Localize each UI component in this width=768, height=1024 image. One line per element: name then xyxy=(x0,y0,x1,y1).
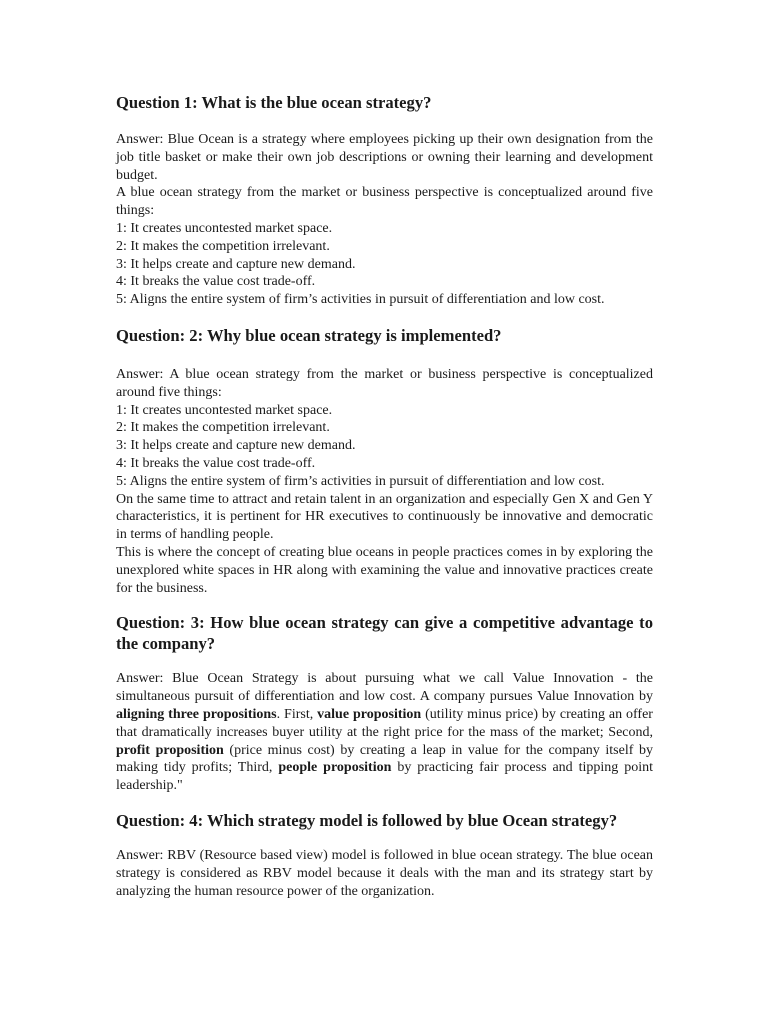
question-1-answer-paragraph: Answer: Blue Ocean is a strategy where employees picking up their own designation from the job title basket or make their own job descriptions or owning their learning and development budget. xyxy=(116,132,653,183)
question-3-answer-paragraph xyxy=(116,670,653,795)
question-3-bold-term: people proposition xyxy=(278,760,392,776)
question-2-list-item: 1: It creates uncontested market space. xyxy=(116,402,333,418)
question-3-bold-term: profit proposition xyxy=(116,742,224,758)
question-2-list-item: 2: It makes the competition irrelevant. xyxy=(116,420,330,436)
question-1-list-item: 4: It breaks the value cost trade-off. xyxy=(116,274,316,290)
question-3-text-segment: (utility minus price) by creating an offer that dramatically increases buyer utility at the right price for the mass of the market; Second, xyxy=(116,706,653,740)
question-3-text-segment: by practicing fair process and tipping point leadership." xyxy=(116,760,653,794)
question-2-answer-paragraph: Answer: A blue ocean strategy from the market or business perspective is conceptualized around five things: xyxy=(116,366,653,400)
question-3-text-segment: . First, xyxy=(276,706,318,722)
question-3-heading: Question: 3: How blue ocean strategy can give a competitive advantage to the company? xyxy=(116,613,653,654)
question-2-concept-paragraph: This is where the concept of creating blue oceans in people practices comes in by exploring the unexplored white spaces in HR along with examining the value and innovative practices create for the business. xyxy=(116,544,653,596)
question-1-list-item: 5: Aligns the entire system of firm’s activities in pursuit of differentiation and low cost. xyxy=(116,292,605,308)
question-3-bold-term: value proposition xyxy=(317,706,422,722)
question-2-heading: Question: 2: Why blue ocean strategy is implemented? xyxy=(116,325,502,345)
question-1-list-item: 3: It helps create and capture new demand. xyxy=(116,256,356,272)
question-1-list-item: 2: It makes the competition irrelevant. xyxy=(116,238,330,254)
question-2-list-item: 4: It breaks the value cost trade-off. xyxy=(116,455,316,471)
question-1-list-item: 1: It creates uncontested market space. xyxy=(116,220,333,236)
question-2-list-item: 3: It helps create and capture new demand. xyxy=(116,438,356,454)
question-3-text-segment: (price minus cost) by creating a leap in value for the company itself by making tidy profits; Third, xyxy=(116,742,653,776)
document-page xyxy=(116,92,653,900)
question-3-bold-term: aligning three propositions xyxy=(116,706,277,722)
question-3-text-segment: Answer: Blue Ocean Strategy is about pursuing what we call Value Innovation - the simultaneous pursuit of differentiation and low cost. A company pursues Value Innovation by xyxy=(116,671,653,705)
question-1-intro-paragraph: A blue ocean strategy from the market or business perspective is conceptualized around five things: xyxy=(116,185,653,219)
question-1-heading: Question 1: What is the blue ocean strategy? xyxy=(116,93,432,112)
question-2-list-item: 5: Aligns the entire system of firm’s activities in pursuit of differentiation and low cost. xyxy=(116,473,605,489)
question-4-heading: Question: 4: Which strategy model is followed by blue Ocean strategy? xyxy=(116,810,618,830)
question-2-talent-paragraph: On the same time to attract and retain talent in an organization and especially Gen X and Gen Y characteristics, it is pertinent for HR executives to continuously be innovative and democratic in terms of handling people. xyxy=(116,491,653,543)
question-4-answer-paragraph: Answer: RBV (Resource based view) model is followed in blue ocean strategy. The blue ocean strategy is considered as RBV model because it deals with the man and its strategy start by analyzing the human resource power of the organization. xyxy=(116,847,653,899)
